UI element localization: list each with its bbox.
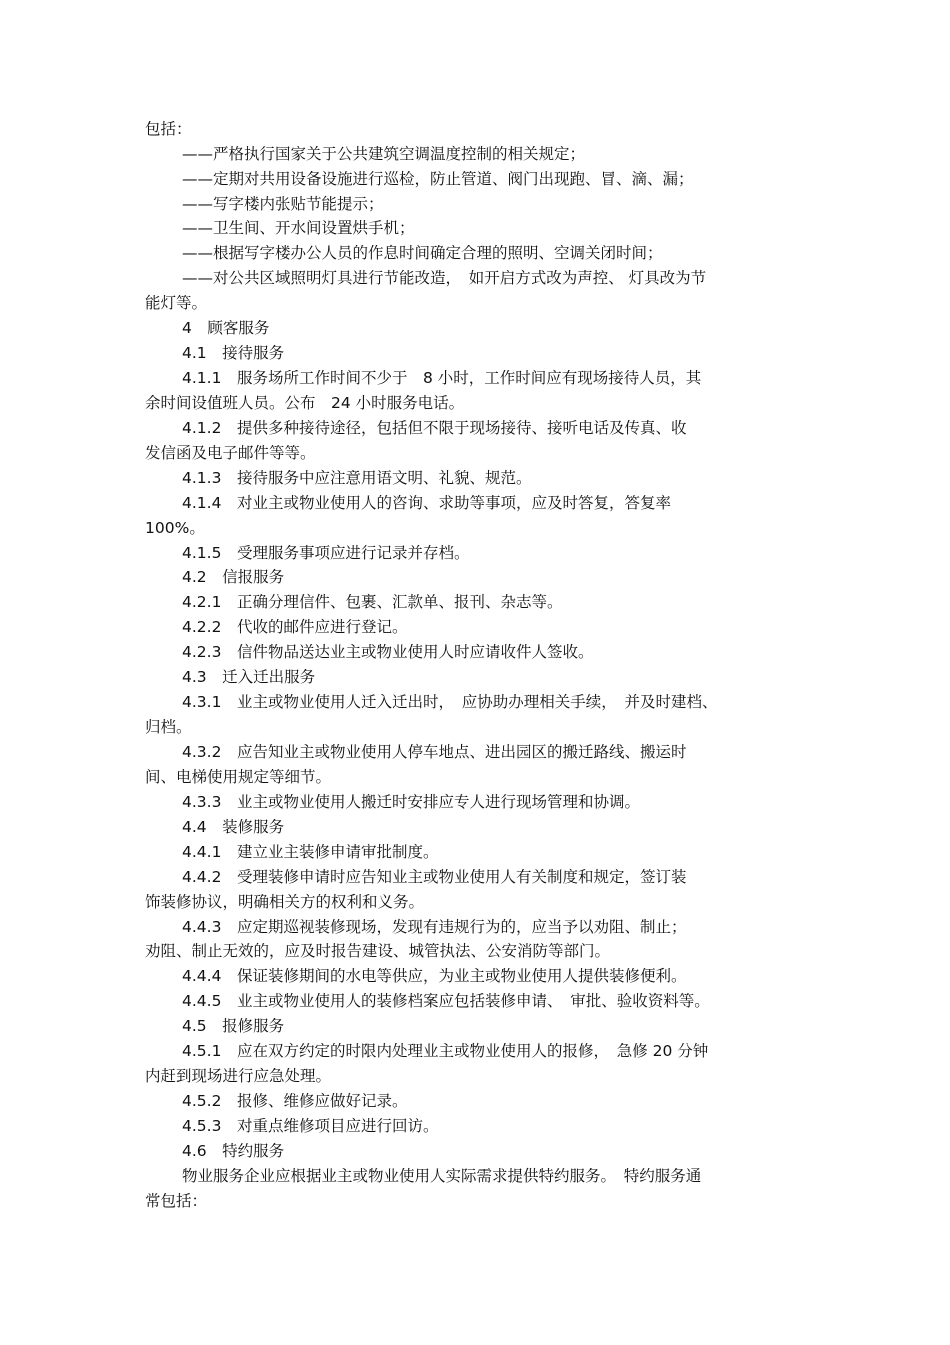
list-item: ——对公共区域照明灯具进行节能改造， 如开启方式改为声控、 灯具改为节: [182, 269, 707, 287]
list-item: ——卫生间、开水间设置烘手机；: [182, 219, 415, 237]
clause: 4.4.2 受理装修申请时应告知业主或物业使用人有关制度和规定，签订装: [182, 868, 687, 886]
list-item: ——根据写字楼办公人员的作息时间确定合理的照明、空调关闭时间；: [182, 244, 663, 262]
list-item: ——严格执行国家关于公共建筑空调温度控制的相关规定；: [182, 145, 586, 163]
clause: 4.1.5 受理服务事项应进行记录并存档。: [182, 544, 470, 562]
text-line: 内赶到现场进行应急处理。: [145, 1067, 332, 1085]
subsection-heading: 4.3 迁入迁出服务: [182, 668, 316, 686]
subsection-heading: 4.4 装修服务: [182, 818, 285, 836]
subsection-heading: 4.5 报修服务: [182, 1017, 285, 1035]
clause: 4.1.4 对业主或物业使用人的咨询、求助等事项，应及时答复，答复率: [182, 494, 671, 512]
text-line: 劝阻、制止无效的，应及时报告建设、城管执法、公安消防等部门。: [145, 942, 611, 960]
text-line: 能灯等。: [145, 294, 208, 312]
text-line: 余时间设值班人员。公布 24 小时服务电话。: [145, 394, 465, 412]
subsection-heading: 4.1 接待服务: [182, 344, 285, 362]
clause: 4.2.1 正确分理信件、包裹、汇款单、报刊、杂志等。: [182, 593, 563, 611]
clause: 4.2.3 信件物品送达业主或物业使用人时应请收件人签收。: [182, 643, 594, 661]
clause: 4.5.2 报修、维修应做好记录。: [182, 1092, 408, 1110]
subsection-heading: 4.2 信报服务: [182, 568, 285, 586]
clause: 4.4.5 业主或物业使用人的装修档案应包括装修申请、 审批、验收资料等。: [182, 992, 710, 1010]
clause: 4.3.1 业主或物业使用人迁入迁出时， 应协助办理相关手续， 并及时建档、: [182, 693, 718, 711]
section-heading: 4 顾客服务: [182, 319, 270, 337]
text-line: 100%。: [145, 519, 205, 537]
clause: 4.4.3 应定期巡视装修现场，发现有违规行为的，应当予以劝阻、制止；: [182, 918, 687, 936]
clause: 4.1.3 接待服务中应注意用语文明、礼貌、规范。: [182, 469, 532, 487]
text-line: 归档。: [145, 718, 192, 736]
clause: 4.5.3 对重点维修项目应进行回访。: [182, 1117, 439, 1135]
clause: 4.5.1 应在双方约定的时限内处理业主或物业使用人的报修， 急修 20 分钟: [182, 1042, 709, 1060]
text-line: 常包括：: [145, 1192, 208, 1210]
clause: 4.4.4 保证装修期间的水电等供应，为业主或物业使用人提供装修便利。: [182, 967, 687, 985]
clause: 4.3.3 业主或物业使用人搬迁时安排应专人进行现场管理和协调。: [182, 793, 640, 811]
clause: 4.1.1 服务场所工作时间不少于 8 小时，工作时间应有现场接待人员，其: [182, 369, 702, 387]
clause: 4.1.2 提供多种接待途径，包括但不限于现场接待、接听电话及传真、收: [182, 419, 687, 437]
list-item: ——定期对共用设备设施进行巡检，防止管道、阀门出现跑、冒、滴、漏；: [182, 170, 694, 188]
paragraph: 物业服务企业应根据业主或物业使用人实际需求提供特约服务。 特约服务通: [182, 1167, 702, 1185]
clause: 4.3.2 应告知业主或物业使用人停车地点、进出园区的搬迁路线、搬运时: [182, 743, 687, 761]
text-line: 间、电梯使用规定等细节。: [145, 768, 332, 786]
clause: 4.2.2 代收的邮件应进行登记。: [182, 618, 408, 636]
text-line: 包括：: [145, 120, 192, 138]
text-line: 饰装修协议，明确相关方的权利和义务。: [145, 893, 425, 911]
list-item: ——写字楼内张贴节能提示；: [182, 195, 384, 213]
text-line: 发信函及电子邮件等等。: [145, 444, 316, 462]
subsection-heading: 4.6 特约服务: [182, 1142, 285, 1160]
clause: 4.4.1 建立业主装修申请审批制度。: [182, 843, 439, 861]
